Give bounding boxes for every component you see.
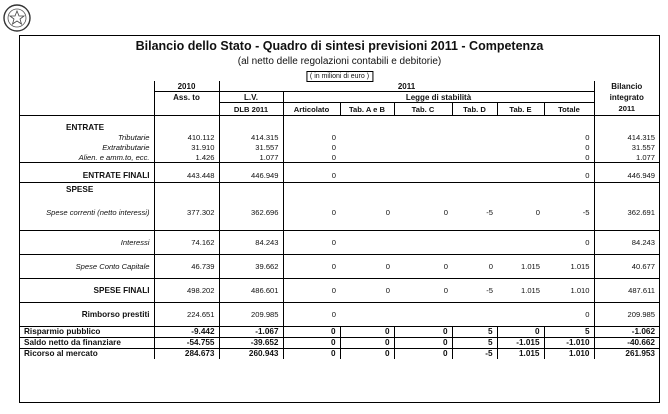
cell-articolato: 0	[283, 196, 340, 230]
cell-ass: 377.302	[154, 196, 219, 230]
cell-totale: 0	[585, 132, 590, 142]
cell-ass: 410.112	[154, 132, 219, 142]
row-label: Spese correnti (netto interessi)	[20, 196, 154, 230]
cell-tab-d	[452, 230, 497, 254]
header-articolato: Articolato	[283, 103, 340, 116]
cell-tab-c	[394, 152, 452, 163]
page-subtitle: (al netto delle regolazioni contabili e debitorie)	[237, 56, 442, 67]
cell-tab-c	[394, 230, 452, 254]
header-dlb: DLB 2011	[219, 103, 283, 116]
table-row-summary	[20, 348, 659, 359]
cell-ass: 46.739	[154, 254, 219, 278]
cell-tab-ab	[340, 230, 394, 254]
cell-bilancio: 414.315	[594, 132, 659, 142]
cell-bilancio: 362.691	[594, 196, 659, 230]
header-bilancio: Bilancio	[594, 81, 659, 92]
cell-articolato: 0	[283, 230, 340, 254]
cell-bilancio: 1.077	[594, 152, 659, 163]
cell-ass: 443.448	[154, 163, 219, 183]
cell-articolato: 0	[283, 152, 340, 163]
table-row	[20, 142, 659, 152]
header-tab-e: Tab. E	[497, 103, 544, 116]
cell-totale: 0	[585, 309, 590, 319]
header-lv: L.V.	[219, 92, 283, 103]
cell-tab-d	[452, 142, 497, 152]
header-tab-d: Tab. D	[452, 103, 497, 116]
cell-tab-c: 0	[394, 278, 452, 302]
cell-dlb: -39.652	[219, 337, 283, 348]
cell-articolato: 0	[283, 142, 340, 152]
budget-table-frame	[19, 35, 660, 403]
unit-label: ( in milioni di euro )	[306, 71, 373, 82]
cell-tab-e	[497, 163, 544, 183]
cell-dlb: 1.077	[219, 152, 283, 163]
cell-tab-c	[394, 302, 452, 326]
cell-totale: 0	[544, 163, 594, 183]
cell-tab-c: 0	[394, 196, 452, 230]
table-row-total	[20, 163, 659, 183]
cell-tab-d: 5	[452, 337, 497, 348]
cell-tab-d: -5	[452, 196, 497, 230]
cell-tab-ab	[340, 142, 394, 152]
header-2011: 2011	[219, 81, 594, 92]
header-row-cols	[20, 103, 659, 116]
header-row-years	[20, 81, 659, 92]
cell-tab-ab: 0	[340, 254, 394, 278]
header-year-2011: 2011	[594, 103, 659, 116]
cell-ass: 1.426	[154, 152, 219, 163]
cell-totale: 1.015	[544, 254, 594, 278]
cell-bilancio: 31.557	[594, 142, 659, 152]
header-legge: Legge di stabilità	[283, 92, 594, 103]
cell-totale: 0	[544, 230, 594, 254]
seal-emblem-icon	[2, 3, 32, 33]
row-label: Risparmio pubblico	[24, 327, 101, 336]
cell-totale: 1.010	[544, 348, 594, 359]
cell-tab-ab	[340, 163, 394, 183]
cell-tab-ab: 0	[340, 348, 394, 359]
cell-dlb: 414.315	[219, 132, 283, 142]
header-ass: Ass. to	[154, 92, 219, 103]
table-row	[20, 196, 659, 230]
cell-dlb: 446.949	[219, 163, 283, 183]
header-row-sub	[20, 92, 659, 103]
cell-dlb: 209.985	[219, 302, 283, 326]
cell-tab-e: 1.015	[497, 348, 544, 359]
table-row-summary	[20, 337, 659, 348]
cell-ass: 498.202	[154, 278, 219, 302]
cell-tab-d: 5	[452, 326, 497, 337]
cell-tab-e	[497, 142, 544, 152]
cell-totale: 0	[585, 142, 590, 152]
row-label: SPESE FINALI	[20, 278, 154, 302]
row-label: Ricorso al mercato	[24, 349, 98, 358]
cell-bilancio: -40.662	[594, 337, 659, 348]
header-integrato: integrato	[594, 92, 659, 103]
cell-articolato: 0	[283, 132, 340, 142]
cell-tab-d	[452, 132, 497, 142]
cell-dlb: 31.557	[219, 142, 283, 152]
cell-totale: 0	[544, 152, 594, 163]
cell-tab-e	[497, 302, 544, 326]
table-row	[20, 132, 659, 142]
cell-bilancio: 261.953	[594, 348, 659, 359]
cell-ass: 74.162	[154, 230, 219, 254]
cell-tab-d: -5	[452, 278, 497, 302]
section-spese: SPESE	[66, 185, 94, 194]
header-tab-c: Tab. C	[394, 103, 452, 116]
cell-articolato: 0	[283, 326, 340, 337]
cell-tab-c: 0	[394, 254, 452, 278]
section-row-entrate	[20, 122, 659, 132]
cell-tab-ab	[340, 152, 394, 163]
cell-ass: -54.755	[154, 337, 219, 348]
cell-dlb: 84.243	[219, 230, 283, 254]
cell-articolato: 0	[283, 348, 340, 359]
table-row-total	[20, 278, 659, 302]
cell-bilancio: -1.062	[594, 326, 659, 337]
cell-dlb: 362.696	[219, 196, 283, 230]
header-totale: Totale	[544, 103, 594, 116]
cell-tab-e	[497, 152, 544, 163]
cell-dlb: -1.067	[219, 326, 283, 337]
cell-totale: 5	[544, 326, 594, 337]
cell-tab-ab: 0	[340, 278, 394, 302]
table-row	[20, 302, 659, 326]
cell-tab-ab	[340, 132, 394, 142]
cell-articolato: 0	[283, 337, 340, 348]
cell-tab-e: 0	[497, 326, 544, 337]
cell-tab-e	[497, 230, 544, 254]
cell-bilancio: 487.611	[594, 278, 659, 302]
cell-tab-ab	[340, 302, 394, 326]
cell-ass: 224.651	[154, 302, 219, 326]
cell-dlb: 260.943	[219, 348, 283, 359]
cell-tab-e: 1.015	[497, 278, 544, 302]
row-label: ENTRATE FINALI	[20, 163, 154, 183]
cell-tab-e	[497, 132, 544, 142]
row-label: Tributarie	[117, 132, 150, 142]
cell-tab-c: 0	[394, 348, 452, 359]
table-row	[20, 254, 659, 278]
cell-tab-d: 0	[452, 254, 497, 278]
cell-tab-d: -5	[452, 348, 497, 359]
cell-bilancio: 84.243	[594, 230, 659, 254]
row-label: Interessi	[20, 230, 154, 254]
cell-tab-e: -1.015	[497, 337, 544, 348]
cell-articolato: 0	[283, 278, 340, 302]
row-label: Spese Conto Capitale	[20, 254, 154, 278]
cell-tab-d	[452, 152, 497, 163]
cell-tab-c	[394, 132, 452, 142]
cell-bilancio: 446.949	[594, 163, 659, 183]
row-label: Alien. e amm.to, ecc.	[20, 152, 154, 163]
cell-totale: -1.010	[544, 337, 594, 348]
table-row	[20, 230, 659, 254]
cell-ass: -9.442	[154, 326, 219, 337]
cell-dlb: 39.662	[219, 254, 283, 278]
cell-tab-d	[452, 163, 497, 183]
cell-ass: 284.673	[154, 348, 219, 359]
cell-tab-e: 1.015	[497, 254, 544, 278]
cell-totale: -5	[544, 196, 594, 230]
section-row-spese	[20, 183, 659, 197]
row-label: Saldo netto da finanziare	[24, 338, 121, 347]
cell-tab-d	[452, 302, 497, 326]
table-row	[20, 152, 659, 163]
section-entrate: ENTRATE	[66, 122, 105, 132]
budget-table	[20, 81, 659, 359]
cell-articolato: 0	[283, 163, 340, 183]
cell-tab-e: 0	[497, 196, 544, 230]
cell-totale: 1.010	[544, 278, 594, 302]
row-label: Extratributarie	[102, 142, 150, 152]
cell-tab-ab: 0	[340, 196, 394, 230]
cell-tab-c	[394, 163, 452, 183]
cell-tab-c: 0	[394, 326, 452, 337]
page-title: Bilancio dello Stato - Quadro di sintesi previsioni 2011 - Competenza	[135, 39, 544, 53]
cell-tab-ab: 0	[340, 326, 394, 337]
cell-bilancio: 40.677	[594, 254, 659, 278]
cell-bilancio: 209.985	[594, 302, 659, 326]
cell-articolato: 0	[283, 302, 340, 326]
table-row-summary	[20, 326, 659, 337]
cell-tab-ab: 0	[340, 337, 394, 348]
cell-dlb: 486.601	[219, 278, 283, 302]
cell-tab-c: 0	[394, 337, 452, 348]
header-tab-ab: Tab. A e B	[340, 103, 394, 116]
cell-ass: 31.910	[154, 142, 219, 152]
header-2010: 2010	[154, 81, 219, 92]
cell-articolato: 0	[283, 254, 340, 278]
row-label: Rimborso prestiti	[81, 309, 150, 319]
cell-tab-c	[394, 142, 452, 152]
